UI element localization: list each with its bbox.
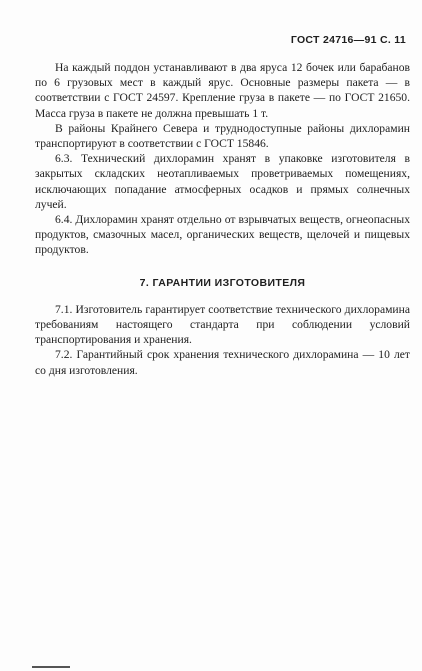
paragraph-7-1-compliance: 7.1. Изготовитель гарантирует соответствие технического дихлорамина требованиям настоящего стандарта при соблюдении условий транспортирования и хранения.: [35, 302, 410, 347]
paragraph-7-2-shelf-life: 7.2. Гарантийный срок хранения технического дихлорамина — 10 лет со дня изготовления.: [35, 348, 410, 377]
paragraph-6-3-storage: 6.3. Технический дихлорамин хранят в упаковке изготовителя в закрытых складских неотапливаемых проветриваемых помещениях, исключающих попадание атмосферных осадков и прямых солнечных лучей.: [35, 152, 410, 211]
paragraph-far-north-transport: В районы Крайнего Севера и труднодоступные районы дихлорамин транспортируют в соответствии с ГОСТ 15846.: [35, 121, 410, 151]
section-heading-manufacturer-guarantees: 7. ГАРАНТИИ ИЗГОТОВИТЕЛЯ: [139, 276, 306, 289]
page-body: [35, 60, 410, 378]
running-header: ГОСТ 24716—91 С. 11: [290, 34, 406, 46]
paragraph-6-4-separate-storage: 6.4. Дихлорамин хранят отдельно от взрывчатых веществ, огнеопасных продуктов, смазочных масел, органических веществ, щелочей и пищевых продуктов.: [35, 213, 410, 257]
footer-rule: [32, 666, 70, 668]
paragraph-pallet-loading: На каждый поддон устанавливают в два яруса 12 бочек или барабанов по 6 грузовых мест в каждый ярус. Основные размеры пакета — в соответствии с ГОСТ 24597. Крепление груза в пакете — по ГОСТ 21650. Масса груза в пакете не должна превышать 1 т.: [35, 61, 410, 120]
